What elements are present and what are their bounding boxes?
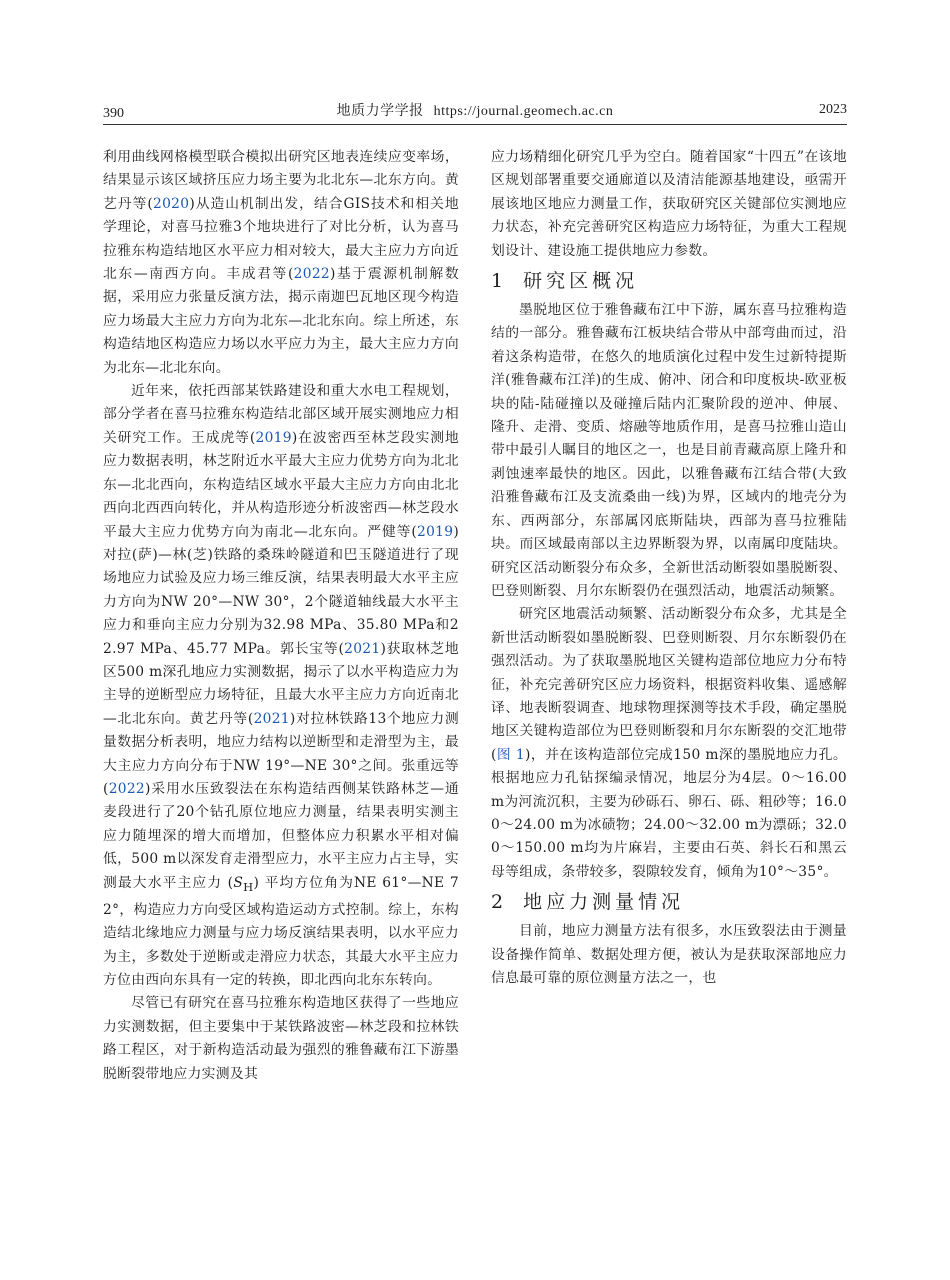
citation-link[interactable]: 2019 <box>417 523 454 540</box>
journal-url[interactable]: https://journal.geomech.ac.cn <box>433 104 614 119</box>
publication-year: 2023 <box>819 102 847 117</box>
citation-link[interactable]: 2020 <box>153 195 190 212</box>
text-run: )采用水压致裂法在东构造结西侧某铁路林芝—通麦段进行了20个钻孔原位地应力测量，结果表明实测主应力随埋深的增大而增加，但整体应力积累水平相对偏低，500 m以深发育走滑型应力，水平主应力占主导，实测最大水平主应力 ( <box>103 780 459 891</box>
text-run: 近年来，依托西部某铁路建设和重大水电工程规划，部分学者在喜马拉雅东构造结北部区域开展实测地应力相关研究工作。王成虎等( <box>103 383 459 446</box>
paragraph-borehole <box>491 603 847 884</box>
symbol-subscript-h: H <box>243 879 254 894</box>
text-run: )对拉(萨)—林(芝)铁路的桑珠岭隧道和巴玉隧道进行了现场地应力试验及应力场三维反演，结果表明最大水平主应力方向为NW 20°—NW 30°，2个隧道轴线最大水平主应力和垂向主应力分别为32.98 MPa、35.80 MPa和22.97 MPa、45.77 MPa。郭长宝等( <box>103 523 459 657</box>
section-title: 地应力测量情况 <box>523 891 685 914</box>
right-column <box>491 146 847 990</box>
citation-link[interactable]: 2022 <box>108 780 145 797</box>
journal-line <box>103 100 847 120</box>
figure-link[interactable]: 图 1 <box>496 746 525 763</box>
left-column <box>103 146 459 1086</box>
section-number: 2 <box>491 891 508 914</box>
symbol-s: S <box>233 874 244 891</box>
text-run: )获取林芝地区500 m深孔地应力实测数据，揭示了以水平构造应力为主导的逆断型应力场特征，且最大水平主应力方向近南北—北北东向。黄艺丹等( <box>103 640 459 727</box>
text-run: 利用曲线网格模型联合模拟出研究区地表连续应变率场，结果显示该区域挤压应力场主要为北北东—北东方向。黄艺丹等( <box>103 149 459 212</box>
journal-name: 地质力学学报 <box>336 104 424 119</box>
paragraph-methods: 目前，地应力测量方法有很多，水压致裂法由于测量设备操作简单、数据处理方便，被认为是获取深部地应力信息最可靠的原位测量方法之一，也 <box>491 923 847 986</box>
citation-link[interactable]: 2019 <box>255 429 292 446</box>
paragraph-continued: 应力场精细化研究几乎为空白。随着国家“十四五”在该地区规划部署重要交通廊道以及清洁能源基地建设，亟需开展该地区地应力测量工作，获取研究区关键部位实测地应力状态，补充完善研究区构造应力场特征，为重大工程规划设计、建设施工提供地应力参数。 <box>491 149 847 259</box>
citation-link[interactable]: 2021 <box>344 640 381 657</box>
text-run: )对拉林铁路13个地应力测量数据分析表明，地应力结构以逆断型和走滑型为主，最大主应力方向分布于NW 19°—NE 30°之间。张重远等( <box>103 710 460 797</box>
text-run: )基于震源机制解数据，采用应力张量反演方法，揭示南迦巴瓦地区现今构造应力场最大主应力方向为北东—北北东向。综上所述，东构造结地区构造应力场以水平应力为主，最大主应力方向为北东—北北东向。 <box>103 266 459 376</box>
section-heading-2 <box>491 884 847 920</box>
section-number: 1 <box>491 270 508 293</box>
text-run: 研究区地震活动频繁、活动断裂分布众多，尤其是全新世活动断裂如墨脱断裂、巴登则断裂、月尔东断裂仍在强烈活动。为了获取墨脱地区关键构造部位地应力分布特征，补充完善研究区应力场资料，根据资料收集、遥感解译、地表断裂调查、地球物理探测等技术手段，确定墨脱地区关键构造部位为巴登则断裂和月尔东断裂的交汇地带( <box>491 606 847 763</box>
paragraph-research-gap: 尽管已有研究在喜马拉雅东构造地区获得了一些地应力实测数据，但主要集中于某铁路波密—林芝段和拉林铁路工程区，对于新构造活动最为强烈的雅鲁藏布江下游墨脱断裂带地应力实测及其 <box>103 995 459 1082</box>
section-heading-1 <box>491 263 847 299</box>
text-run: )从造山机制出发，结合GIS技术和相关地学理论，对喜马拉雅3个地块进行了对比分析，认为喜马拉雅东构造结地区水平应力相对较大，最大主应力方向近北东—南西方向。丰成君等( <box>103 195 459 283</box>
running-header <box>103 98 847 125</box>
text-run: )，并在该构造部位完成150 m深的墨脱地应力孔。根据地应力孔钻探编录情况，地层分为4层。0～16.00 m为河流沉积，主要为砂砾石、卵石、砾、粗砂等；16.00～24.00 m为冰碛物；24.00～32.00 m为漂砾；32.00～150.00 m均为片麻岩，主要由石英、斜长石和黑云母等组成，条带较多，裂隙较发育，倾角为10°～35°。 <box>491 746 847 880</box>
page-number: 390 <box>103 106 124 121</box>
paragraph-stress-measurements <box>103 380 459 992</box>
section-title: 研究区概况 <box>523 270 639 293</box>
paragraph-study-area: 墨脱地区位于雅鲁藏布江中下游，属东喜马拉雅构造结的一部分。雅鲁藏布江板块结合带从中部弯曲而过，沿着这条构造带，在悠久的地质演化过程中发生过新特提斯洋(雅鲁藏布江洋)的生成、俯冲、闭合和印度板块-欧亚板块的陆-陆碰撞以及碰撞后陆内汇聚阶段的逆冲、伸展、隆升、走滑、变质、熔融等地质作用，是喜马拉雅山造山带中最引人瞩目的地区之一，也是目前青藏高原上隆升和剥蚀速率最快的地区。因此，以雅鲁藏布江结合带(大致沿雅鲁藏布江及支流桑曲一线)为界，区域内的地壳分为东、西两部分，东部属冈底斯陆块，西部为喜马拉雅陆块。而区域最南部以主边界断裂为界，以南属印度陆块。研究区活动断裂分布众多，全新世活动断裂如墨脱断裂、巴登则断裂、月尔东断裂仍在强烈活动，地震活动频繁。 <box>491 302 847 599</box>
citation-link[interactable]: 2022 <box>293 266 330 283</box>
text-run: )在波密西至林芝段实测地应力数据表明，林芝附近水平最大主应力优势方向为北北东—北北西向，东构造结区域水平最大主应力方向由北北西向北西西向转化，并从构造形迹分析波密西—林芝段水平最大主应力优势方向为南北—北东向。严健等( <box>103 429 459 540</box>
text-run: ) 平均方位角为NE 61°—NE 72°，构造应力方向受区域构造运动方式控制。综上，东构造结北缘地应力测量与应力场反演结果表明，以水平应力为主，多数处于逆断或走滑应力状态，其最大水平主应力方位由西向东具有一定的转换，即北西向北东东转向。 <box>103 874 459 988</box>
citation-link[interactable]: 2021 <box>253 710 290 727</box>
paragraph-continued <box>103 146 459 380</box>
